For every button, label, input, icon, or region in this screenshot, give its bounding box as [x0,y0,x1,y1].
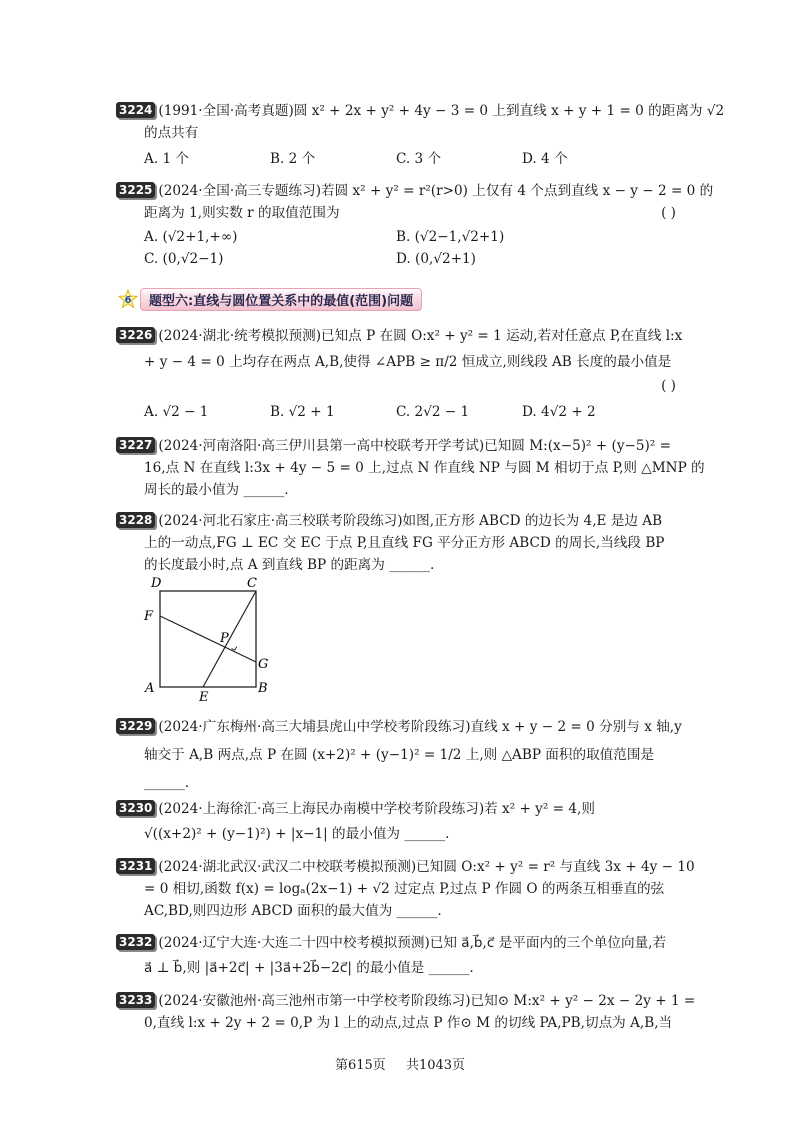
problem-3232 [116,932,676,979]
problem-text: a⃗ ⊥ b⃗,则 |a⃗+2c⃗| + |3a⃗+2b⃗−2c⃗| 的最小值是 ______. [144,960,474,976]
problem-text: ______. [144,775,190,791]
problem-3231 [116,856,695,922]
section-header [118,288,422,310]
label-c: C [247,576,257,591]
problem-text: (2024·上海徐汇·高三上海民办南模中学校考阶段练习)若 x² + y² = 4,则 [158,801,595,817]
option-a: A. (√2+1,+∞) [144,229,238,245]
problem-text: (2024·辽宁大连·大连二十四中校考模拟预测)已知 a⃗,b⃗,c⃗ 是平面内的三个单位向量,若 [158,935,667,951]
problem-text: (2024·河南洛阳·高三伊川县第一高中校联考开学考试)已知圆 M:(x−5)² + (y−5)² = [158,438,672,454]
problem-text: 0,直线 l:x + 2y + 2 = 0,P 为 l 上的动点,过点 P 作⊙ M 的切线 PA,PB,切点为 A,B,当 [144,1015,673,1031]
options [144,248,676,270]
answer-paren: ( ) [661,378,676,394]
problem-text: 周长的最小值为 ______. [144,482,289,498]
option-c: C. 2√2 − 1 [396,404,470,420]
right-angle-mark [232,647,237,650]
option-b: B. 2 个 [270,151,316,167]
page-footer [0,1054,800,1073]
square-figure [140,574,280,704]
option-c: C. (0,√2−1) [144,251,224,267]
segment-ec [203,591,256,687]
label-p: P [220,631,229,646]
options [144,401,676,423]
problem-3228 [116,510,676,576]
problem-text: (2024·广东梅州·高三大埔县虎山中学校考阶段练习)直线 x + y − 2 = 0 分别与 x 轴,y [158,719,682,735]
section-title: 题型六:直线与圆位置关系中的最值(范围)问题 [140,288,422,311]
section-number: 6 [124,295,132,306]
problem-3230 [116,798,676,845]
label-d: D [151,576,162,591]
problem-number: 3232 [116,934,155,950]
problem-number: 3229 [116,718,155,734]
label-f: F [144,609,154,624]
problem-3226 [116,325,683,423]
label-b: B [258,681,268,696]
problem-text: (1991·全国·高考真题)圆 x² + 2x + y² + 4y − 3 = 0 上到直线 x + y + 1 = 0 的距离为 √2 [158,103,725,119]
answer-paren: ( ) [661,205,676,221]
page-number: 第615页 [334,1058,386,1073]
option-d: D. 4√2 + 2 [522,404,596,420]
star-number-icon [118,289,138,309]
problem-number: 3233 [116,992,155,1008]
option-d: D. (0,√2+1) [396,251,476,267]
problem-number: 3230 [116,800,155,816]
problem-number: 3231 [116,858,155,874]
problem-text: 的长度最小时,点 A 到直线 BP 的距离为 ______. [144,557,435,573]
problem-number: 3224 [116,102,155,118]
problem-3227 [116,435,705,501]
problem-text: 上的一动点,FG ⊥ EC 交 EC 于点 P,且直线 FG 平分正方形 ABCD 的周长,当线段 BP [144,535,665,551]
problem-text: 的点共有 [144,125,199,141]
page-total: 共1043页 [405,1058,466,1073]
label-a: A [145,681,155,696]
problem-text: 距离为 1,则实数 r 的取值范围为 [144,205,340,221]
problem-text: + y − 4 = 0 上均存在两点 A,B,使得 ∠APB ≥ π/2 恒成立,则线段 AB 长度的最小值是 [144,354,672,370]
problem-text: (2024·河北石家庄·高三校联考阶段练习)如图,正方形 ABCD 的边长为 4,E 是边 AB [158,513,663,529]
label-e: E [199,690,209,704]
problem-text: AC,BD,则四边形 ABCD 面积的最大值为 ______. [144,903,442,919]
options [144,226,676,248]
problem-text: (2024·全国·高三专题练习)若圆 x² + y² = r²(r>0) 上仅有 4 个点到直线 x − y − 2 = 0 的 [158,183,714,199]
problem-text: 16,点 N 在直线 l:3x + 4y − 5 = 0 上,过点 N 作直线 NP 与圆 M 相切于点 P,则 △MNP 的 [144,460,705,476]
problem-text: (2024·安徽池州·高三池州市第一中学校考阶段练习)已知⊙ M:x² + y² − 2x − 2y + 1 = [158,993,696,1009]
problem-text: √((x+2)² + (y−1)²) + |x−1| 的最小值为 ______. [144,826,450,842]
problem-number: 3227 [116,437,155,453]
problem-3229 [116,716,682,794]
option-b: B. √2 + 1 [270,404,335,420]
problem-text: 轴交于 A,B 两点,点 P 在圆 (x+2)² + (y−1)² = 1/2 上,则 △ABP 面积的取值范围是 [144,747,655,763]
problem-text: = 0 相切,函数 f(x) = logₐ(2x−1) + √2 过定点 P,过点 P 作圆 O 的两条互相垂直的弦 [144,881,665,897]
problem-text: (2024·湖北武汉·武汉二中校联考模拟预测)已知圆 O:x² + y² = r² 与直线 3x + 4y − 10 [158,859,695,875]
option-b: B. (√2−1,√2+1) [396,229,505,245]
options [144,148,676,170]
problem-number: 3228 [116,512,155,528]
problem-3233 [116,990,696,1034]
problem-3224 [116,100,725,170]
problem-text: (2024·湖北·统考模拟预测)已知点 P 在圆 O:x² + y² = 1 运动,若对任意点 P,在直线 l:x [158,328,683,344]
problem-3225 [116,180,714,270]
option-a: A. √2 − 1 [144,404,209,420]
option-a: A. 1 个 [144,151,190,167]
label-g: G [258,657,269,672]
option-d: D. 4 个 [522,151,568,167]
segment-fg [160,616,256,662]
problem-number: 3225 [116,182,155,198]
option-c: C. 3 个 [396,151,442,167]
problem-number: 3226 [116,327,155,343]
